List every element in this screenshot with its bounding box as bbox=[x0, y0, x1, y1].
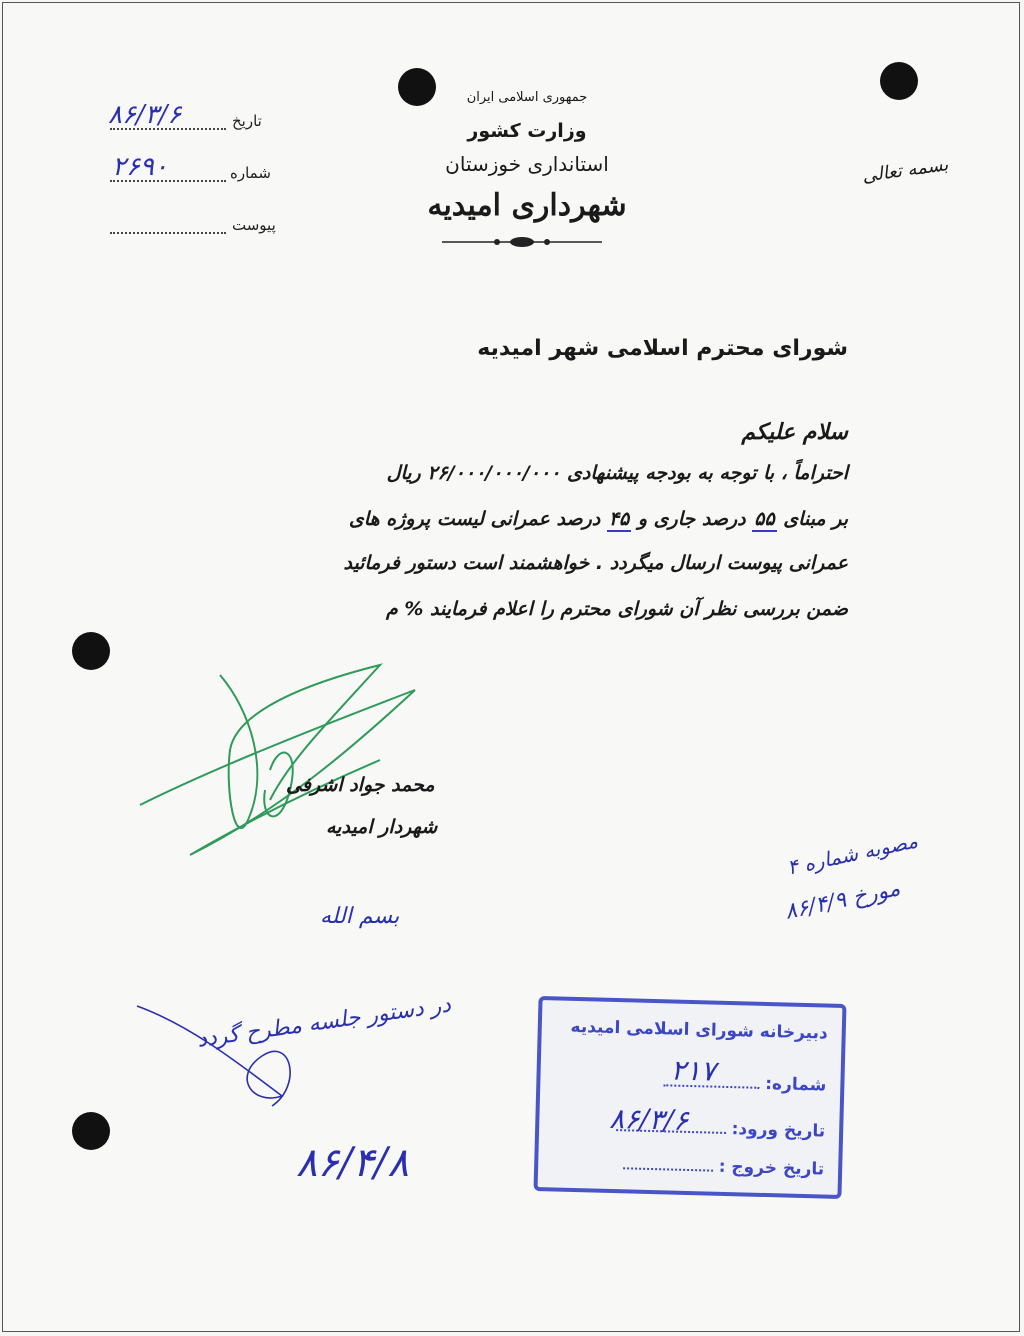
body-line-3: عمرانی پیوست ارسال میگردد . خواهشمند است دستور فرمائید bbox=[343, 552, 848, 574]
basmala: بسمه تعالی bbox=[860, 154, 950, 187]
punch-hole-top-right bbox=[880, 62, 918, 100]
handwritten-basmala: بسم الله bbox=[320, 904, 400, 929]
republic-line: جمهوری اسلامی ایران bbox=[466, 90, 588, 105]
body-line-1: احتراماً ، با توجه به بودجه پیشنهادی ۲۶/۰۰۰/۰۰۰/۰۰۰ ریال bbox=[386, 462, 848, 484]
development-percent: ۴۵ bbox=[608, 508, 630, 530]
body-line-2-a: بر مبنای bbox=[783, 508, 848, 530]
number-value: ۲۶۹۰ bbox=[112, 152, 168, 182]
body-line-4: ضمن بررسی نظر آن شورای محترم را اعلام فرمایند % م bbox=[385, 598, 848, 620]
signatory-title: شهردار امیدیه bbox=[326, 816, 438, 838]
handwritten-signature bbox=[132, 996, 312, 1116]
greeting: سلام علیکم bbox=[741, 420, 848, 445]
handwritten-resolution: مصوبه شماره ۴ bbox=[784, 828, 920, 880]
punch-hole-middle-left bbox=[72, 632, 110, 670]
addressee: شورای محترم اسلامی شهر امیدیه bbox=[477, 336, 848, 361]
secretariat-stamp bbox=[534, 996, 847, 1199]
punch-hole-bottom-left bbox=[72, 1112, 110, 1150]
stamp-entry-value: ۸۶/۳/۶ bbox=[608, 1101, 689, 1137]
stamp-exit-row bbox=[623, 1154, 825, 1179]
handwritten-instruction: در دستور جلسه مطرح گردد bbox=[195, 992, 453, 1053]
body-line-2 bbox=[183, 508, 848, 530]
handwritten-date: ۸۶/۴/۸ bbox=[296, 1140, 409, 1186]
stamp-exit-label: تاریخ خروج : bbox=[718, 1156, 825, 1180]
date-label: تاریخ bbox=[232, 112, 262, 130]
municipality-title: شهرداری امیدیه bbox=[427, 188, 627, 223]
stamp-number-value: ۲۱۷ bbox=[670, 1053, 717, 1088]
date-value: ۸۶/۳/۶ bbox=[108, 100, 182, 130]
attachment-label: پیوست bbox=[232, 216, 276, 234]
body-line-2-c: درصد جاری و bbox=[637, 508, 746, 530]
body-line-2-e: درصد عمرانی لیست پروژه های bbox=[348, 508, 601, 530]
number-label: شماره bbox=[230, 164, 271, 182]
signatory-name: محمد جواد اشرفی bbox=[286, 774, 435, 796]
governorate-line: استانداری خوزستان bbox=[445, 152, 609, 176]
stamp-exit-dots bbox=[623, 1167, 713, 1171]
stamp-entry-label: تاریخ ورود: bbox=[731, 1119, 826, 1142]
handwritten-resolution-date: مورخ ۸۶/۴/۹ bbox=[782, 876, 903, 925]
current-percent: ۵۵ bbox=[754, 508, 775, 530]
stamp-title: دبیرخانه شورای اسلامی امیدیه bbox=[570, 1016, 828, 1044]
ministry-line: وزارت کشور bbox=[467, 120, 587, 142]
attachment-dots bbox=[110, 232, 226, 234]
ornament-divider bbox=[442, 234, 602, 250]
stamp-number-label: شماره: bbox=[764, 1073, 827, 1096]
